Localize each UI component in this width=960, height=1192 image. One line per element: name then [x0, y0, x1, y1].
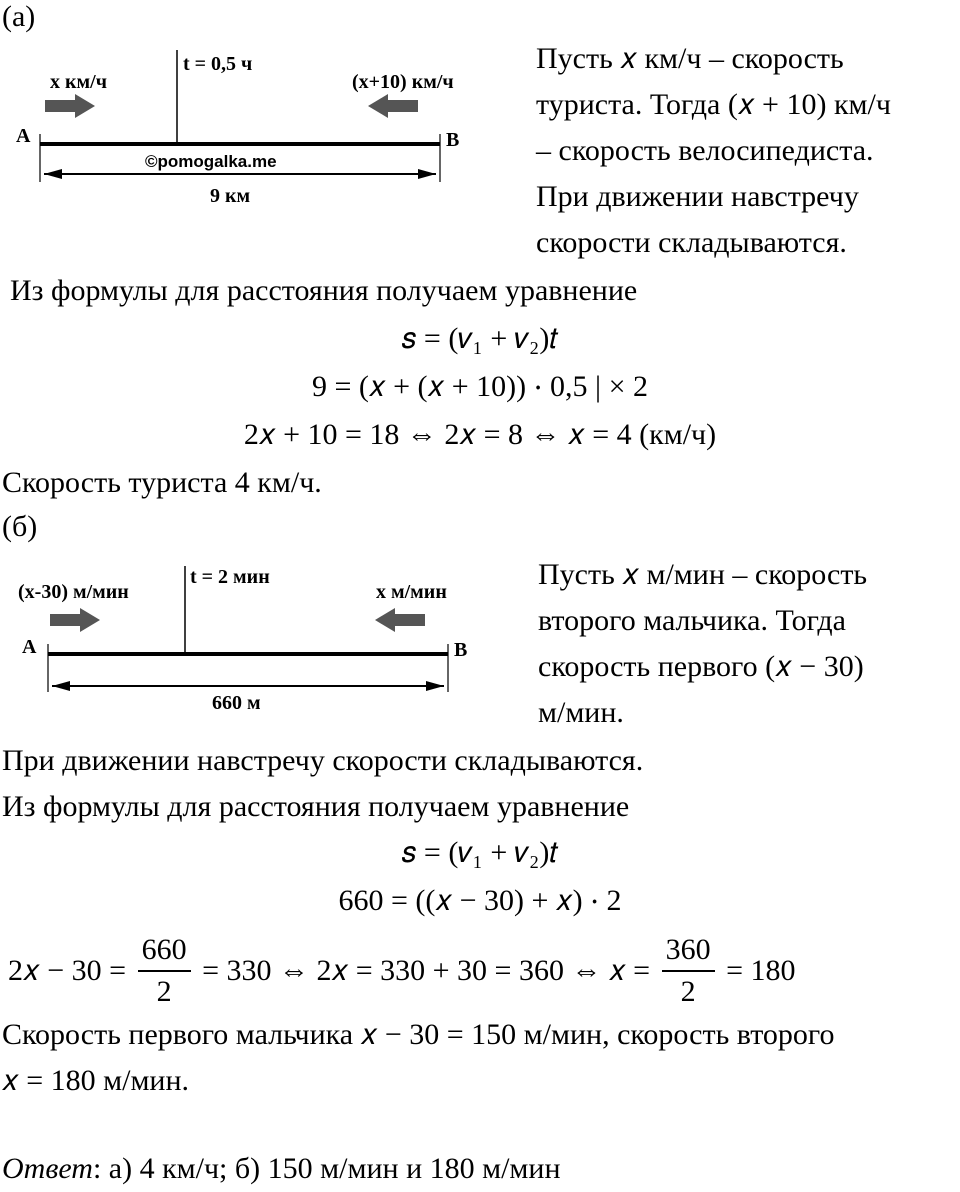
eq3-rhs: = 180: [726, 954, 796, 987]
fraction-denominator: 2: [680, 975, 696, 1008]
part-a-point-a: A: [16, 125, 31, 147]
part-a-conclusion: Скорость туриста 4 км/ч.: [2, 466, 322, 499]
part-b-side-text: [538, 552, 867, 736]
part-a-point-b: B: [446, 129, 460, 151]
watermark: ©pomogalka.me: [145, 152, 277, 171]
part-a-side-text: [536, 36, 891, 266]
part-b-time: t = 2 мин: [190, 566, 270, 588]
fraction: [662, 930, 715, 1012]
left-arrow-icon: [368, 94, 418, 118]
right-arrow-icon: [45, 94, 95, 118]
side-text-line: второго мальчика. Тогда: [538, 604, 846, 637]
side-text-line: Пусть 𝑥 км/ч – скорость: [536, 42, 844, 75]
part-b-conclusion-2: 𝑥 = 180 м/мин.: [2, 1064, 190, 1097]
eq3-middle: = 330 ⇔ 2𝑥 = 330 + 30 = 360 ⇔ 𝑥 =: [202, 954, 651, 987]
part-a-label: (а): [2, 0, 36, 33]
part-a-time: t = 0,5 ч: [183, 53, 253, 75]
eq3-lhs: 2𝑥 − 30 =: [8, 954, 127, 987]
part-b-point-b: B: [454, 639, 468, 661]
part-a-eq3: 2𝑥 + 10 = 18 ⇔ 2𝑥 = 8 ⇔ 𝑥 = 4 (км/ч): [243, 418, 717, 451]
side-text-line: скорости складываются.: [536, 226, 847, 259]
side-text-line: скорость первого (𝑥 − 30): [538, 650, 864, 683]
part-b-distance: 660 м: [212, 692, 261, 714]
part-a-distance: 9 км: [210, 185, 251, 207]
part-b-conclusion-1: Скорость первого мальчика 𝑥 − 30 = 150 м/мин, скорость второго: [2, 1018, 835, 1051]
side-text-line: – скорость велосипедиста.: [536, 134, 874, 167]
fraction-numerator: 360: [662, 930, 715, 972]
part-a-intro: Из формулы для расстояния получаем уравнение: [10, 274, 638, 307]
right-arrow-icon: [50, 608, 100, 632]
part-b-eq3: [8, 930, 796, 1012]
part-b-eq1: 𝑠 = (𝑣₁ + 𝑣₂)𝑡: [401, 836, 559, 869]
fraction-numerator: 660: [138, 930, 191, 972]
answer: [2, 1146, 561, 1192]
part-b-eq2: 660 = ((𝑥 − 30) + 𝑥) ⋅ 2: [338, 884, 622, 917]
part-b-label: (б): [2, 510, 38, 543]
answer-label: Ответ: [2, 1152, 93, 1185]
side-text-line: туриста. Тогда (𝑥 + 10) км/ч: [536, 88, 891, 121]
part-a-left-speed: x км/ч: [50, 71, 107, 93]
part-a-diagram: [0, 40, 510, 220]
part-b-left-speed: (x-30) м/мин: [18, 581, 129, 603]
fraction-denominator: 2: [156, 975, 172, 1008]
side-text-line: Пусть 𝑥 м/мин – скорость: [538, 558, 868, 591]
fraction: [138, 930, 191, 1012]
part-a-right-speed: (x+10) км/ч: [352, 71, 454, 93]
part-a-eq2: 9 = (𝑥 + (𝑥 + 10)) ⋅ 0,5 | × 2: [311, 370, 648, 403]
part-a-eq1: 𝑠 = (𝑣₁ + 𝑣₂)𝑡: [401, 322, 559, 355]
part-b-line1: При движении навстречу скорости складываются.: [2, 744, 644, 777]
part-b-right-speed: x м/мин: [376, 581, 447, 603]
side-text-line: При движении навстречу: [536, 180, 859, 213]
part-b-intro: Из формулы для расстояния получаем уравнение: [2, 790, 630, 823]
side-text-line: м/мин.: [538, 696, 624, 729]
part-b-diagram: [0, 552, 510, 722]
answer-text: : а) 4 км/ч; б) 150 м/мин и 180 м/мин: [92, 1152, 561, 1185]
part-b-point-a: A: [22, 636, 37, 658]
left-arrow-icon: [375, 608, 425, 632]
